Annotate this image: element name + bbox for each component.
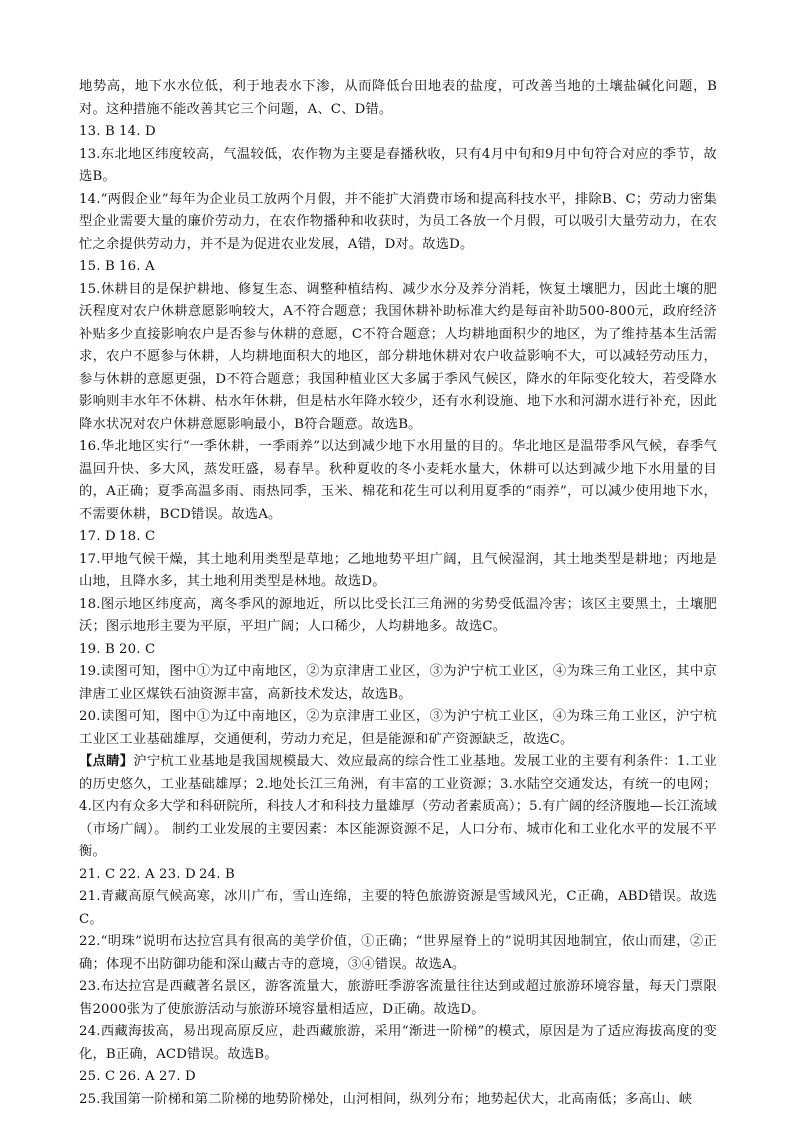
answer-item: 17. D xyxy=(79,529,116,544)
explanation-paragraph: 15.休耕目的是保护耕地、修复生态、调整种植结构、减少水分及养分消耗，恢复土壤肥力，因此土壤的肥沃程度对农户休耕意愿影响较大，A不符合题意；我国休耕补助标准大约是每亩补助500-800元，政府经济补贴多少直接影响农户是否参与休耕的意愿，C不符合题意；人均耕地面积少的地区，为了维持基本生活需求，农户不愿参与休耕，人均耕地面积大的地区，部分耕地休耕对农户收益影响不大，可以减轻劳动压力，参与休耕的意愿更强，D不符合题意；我国种植业区大多属于季风气候区，降水的年际变化较大，若受降水影响则丰水年不休耕、枯水年休耕，但是枯水年降水较少，还有水利设施、地下水和河湖水进行补充，因此降水状况对农户休耕意愿影响最小，B符合题意。故选B。 xyxy=(79,281,717,432)
explanation-paragraph: 13.东北地区纬度较高，气温较低，农作物为主要是春播秋收，只有4月中旬和9月中旬符合对应的季节，故选B。 xyxy=(79,146,717,184)
explanation-paragraph: 22.“明珠”说明布达拉宫具有很高的美学价值，①正确；“世界屋脊上的”说明其因地制宜，依山而建，②正确；体现不出防御功能和深山藏古寺的意境，③④错误。故选A。 xyxy=(79,934,717,972)
explanation-paragraph: 24.西藏海拔高，易出现高原反应，赴西藏旅游，采用“渐进一阶梯”的模式，原因是为了适应海拔高度的变化，B正确，ACD错误。故选B。 xyxy=(79,1024,717,1062)
explanation-paragraph: 23.布达拉宫是西藏著名景区，游客流量大，旅游旺季游客流量往往达到或超过旅游环境容量，每天门票限售2000张为了使旅游活动与旅游环境容量相适应，D正确。故选D。 xyxy=(79,979,717,1017)
answer-item: 16. A xyxy=(119,259,155,274)
answer-key-line xyxy=(79,639,717,662)
explanation-paragraph: 地势高，地下水水位低，利于地表水下渗，从而降低台田地表的盐度，可改善当地的土壤盐碱化问题，B对。这种措施不能改善其它三个问题，A、C、D错。 xyxy=(79,79,717,117)
answer-item: 13. B xyxy=(79,124,115,139)
answer-item: 18. C xyxy=(119,529,156,544)
explanation-paragraph: 25.我国第一阶梯和第二阶梯的地势阶梯处，山河相间，纵列分布；地势起伏大，北高南低；多高山、峡 xyxy=(79,1091,693,1107)
explanation-paragraph: 16.华北地区实行“一季休耕，一季雨养”以达到减少地下水用量的目的。华北地区是温带季风气候，春季气温回升快、多大风，蒸发旺盛，易春旱。秋种夏收的冬小麦耗水量大，休耕可以达到减少地下水用量的目的，A正确；夏季高温多雨、雨热同季，玉米、棉花和花生可以利用夏季的“雨养”，可以减少使用地下水，不需要休耕，BCD错误。故选A。 xyxy=(79,439,717,522)
answer-item: 26. A xyxy=(119,1069,155,1084)
answer-item: 14. D xyxy=(119,124,156,139)
answer-key-line xyxy=(79,121,717,144)
answer-key-line xyxy=(79,864,717,887)
answer-item: 27. D xyxy=(159,1069,196,1084)
explanation-paragraph: 20.读图可知，图中①为辽中南地区，②为京津唐工业区，③为沪宁杭工业区，④为珠三角工业区，沪宁杭工业区工业基础雄厚，交通便利，劳动力充足，但是能源和矿产资源缺乏，故选C。 xyxy=(79,709,717,747)
answer-item: 25. C xyxy=(79,1069,116,1084)
explanation-paragraph: 18.图示地区纬度高，离冬季风的源地近，所以比受长江三角洲的劣势受低温冷害；该区主要黑土，土壤肥沃；图示地形主要为平原，平坦广阔；人口稀少，人均耕地多。故选C。 xyxy=(79,596,717,634)
tip-heading: 【点睛】 xyxy=(79,754,134,769)
tip-text: 沪宁杭工业基地是我国规模最大、效应最高的综合性工业基地。发展工业的主要有利条件：1.工业的历史悠久，工业基础雄厚；2.地处长江三角洲，有丰富的工业资源；3.水陆空交通发达，有统一的电网；4.区内有众多大学和科研院所，科技人才和科技力量雄厚（劳动者素质高）；5.有广阔的经济腹地—长江流域（市场广阔）。 制约工业发展的主要因素：本区能源资源不足，人口分布、城市化和工业化水平的发展不平衡。 xyxy=(79,754,717,859)
answer-item: 20. C xyxy=(119,641,156,657)
answer-key-line xyxy=(79,526,717,549)
answer-item: 24. B xyxy=(199,866,235,882)
answer-item: 19. B xyxy=(79,641,115,657)
answer-item: 21. C xyxy=(79,866,116,882)
answer-key-line xyxy=(79,1066,717,1089)
explanation-paragraph: 19.读图可知，图中①为辽中南地区，②为京津唐工业区，③为沪宁杭工业区，④为珠三角工业区，其中京津唐工业区煤铁石油资源丰富，高新技术发达，故选B。 xyxy=(79,664,717,702)
explanation-paragraph: 21.青藏高原气候高寒，冰川广布，雪山连绵，主要的特色旅游资源是雪域风光，C正确，ABD错误。故选C。 xyxy=(79,889,717,927)
answer-item: 15. B xyxy=(79,259,115,274)
tip-paragraph xyxy=(79,751,717,864)
explanation-paragraph: 14.“两假企业”每年为企业员工放两个月假，并不能扩大消费市场和提高科技水平，排除B、C；劳动力密集型企业需要大量的廉价劳动力，在农作物播种和收获时，为员工各放一个月假，可以吸引大量劳动力，在农忙之余提供劳动力，并不是为促进农业发展，A错，D对。故选D。 xyxy=(79,191,717,252)
answer-key-line xyxy=(79,256,717,279)
document-body xyxy=(79,76,717,1111)
answer-item: 22. A xyxy=(119,866,155,882)
explanation-paragraph: 17.甲地气候干燥，其土地利用类型是草地；乙地地势平坦广阔，且气候湿润，其土地类型是耕地；丙地是山地，且降水多，其土地利用类型是林地。故选D。 xyxy=(79,551,717,589)
answer-item: 23. D xyxy=(159,866,196,882)
